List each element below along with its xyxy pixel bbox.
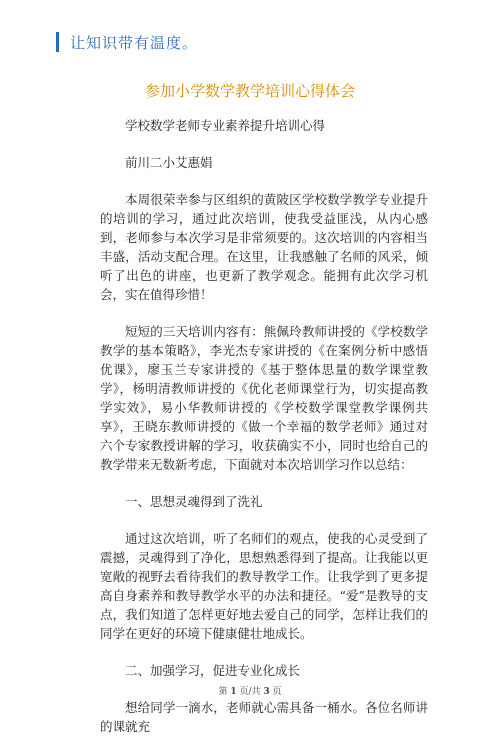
footer-page-number: 1 xyxy=(230,687,237,697)
page-footer xyxy=(0,684,500,697)
footer-prefix: 第 xyxy=(218,687,228,697)
paragraph-section-1: 通过这次培训，听了名师们的观点，使我的心灵受到了震撼，灵魂得到了净化，思想熟悉得到了提高。让我能以更宽敞的视野去看待我们的教导教学工作。让我学到了更多提高自身素养和教导教学水平的办法和捷径。“爱”是教导的支点，我们知道了怎样更好地去爱自己的同学，怎样让我们的同学在更好的环境下健康健壮地成长。 xyxy=(100,531,428,641)
paragraph-intro: 本周很荣幸参与区组织的黄陂区学校数学教学专业提升的培训的学习，通过此次培训，使我受益匪浅，从内心感到，老师参与本次学习是非常须要的。这次培训的内容相当丰盛，活动支配合理。在这里，让我感触了名师的风采，倾听了出色的讲座，也更新了教学观念。能拥有此次学习机会，实在值得珍惜！ xyxy=(100,192,428,302)
footer-suffix: 页 xyxy=(272,687,282,697)
paragraph-subtitle: 学校数学老师专业素养提升培训心得 xyxy=(125,118,326,133)
footer-total-pages: 3 xyxy=(263,687,270,697)
header-accent-bar xyxy=(56,32,59,52)
page-header xyxy=(56,28,456,56)
paragraph-section-2: 想给同学一滴水，老师就心需具备一桶水。各位名师讲的课就充 xyxy=(100,700,428,734)
section-heading-1: 一、思想灵魂得到了洗礼 xyxy=(125,494,263,509)
paragraph-author: 前川二小艾惠娟 xyxy=(125,155,213,170)
footer-middle: 页/共 xyxy=(239,687,261,697)
document-body xyxy=(100,116,428,736)
document-title: 参加小学数学教学培训心得体会 xyxy=(144,82,355,100)
header-slogan: 让知识带有温度。 xyxy=(70,34,199,52)
section-heading-2: 二、加强学习，促进专业化成长 xyxy=(125,663,301,678)
paragraph-course-list: 短短的三天培训内容有：熊佩玲教师讲授的《学校数学教学的基本策略》，李光杰专家讲授的《在案例分析中感悟优课》，廖玉兰专家讲授的《基于整体思量的数学课堂教学》，杨明清教师讲授的《优化老师课堂行为，切实提高教学实效》，易小华教师讲授的《学校数学课堂教学课例共享》，王晓东教师讲授的《做一个幸福的数学老师》通过对六个专家教授讲解的学习，收获确实不小，同时也给自己的教学带来无数新考虑，下面就对本次培训学习作以总结： xyxy=(100,324,428,472)
